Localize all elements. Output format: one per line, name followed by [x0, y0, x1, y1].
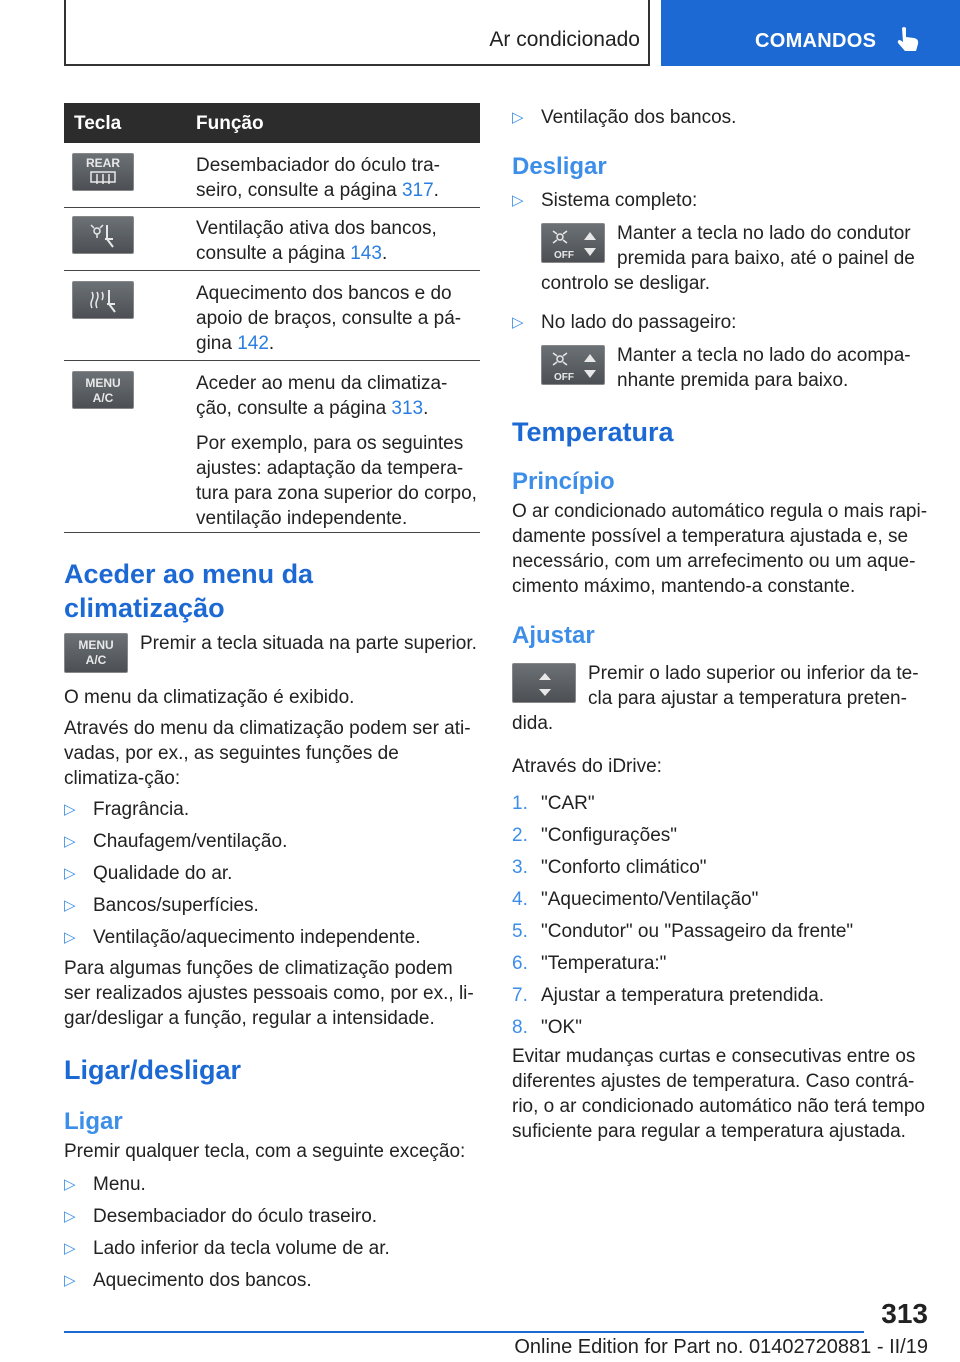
bullet-icon: ▷ — [512, 109, 524, 126]
list-item — [512, 823, 932, 848]
row-text: Aquecimento dos bancos e do apoio de braços, consulte a pá-gina — [196, 283, 462, 354]
fan-off-icon — [542, 346, 606, 386]
step-text: "Aquecimento/Ventilação" — [541, 889, 759, 910]
list-item — [512, 887, 932, 912]
menu-shown-text: O menu da climatização é exibido. — [64, 687, 355, 708]
step-text: "Configurações" — [541, 825, 678, 846]
list-item — [64, 925, 480, 950]
table-row — [64, 208, 480, 271]
row-extra-text: Por exemplo, para os seguintes ajustes: adaptação da tempera-tura para zona superior do corpo, ventilação independente. — [196, 433, 477, 529]
step-number: 4. — [512, 889, 528, 910]
step-number: 6. — [512, 953, 528, 974]
menu-section-title: Aceder ao menu da climatização — [64, 559, 314, 623]
final-text: Evitar mudanças curtas e consecutivas entre os diferentes ajustes de temperatura. Caso contrá-rio, o ar condicionado automático não terá tempo suficiente para regular a temperatura ajustada. — [512, 1046, 925, 1142]
idrive-intro: Através do iDrive: — [512, 756, 662, 777]
list-item-text: Sistema completo: — [541, 190, 698, 211]
chapter-tab[interactable] — [661, 0, 960, 66]
list-item-text: Fragrância. — [93, 799, 190, 820]
row-description — [196, 143, 480, 203]
on-subtitle: Ligar — [64, 1108, 123, 1135]
list-item — [512, 855, 932, 880]
list-item — [64, 893, 480, 918]
bullet-icon: ▷ — [512, 192, 524, 209]
list-item — [512, 983, 932, 1008]
rear-defrost-key — [72, 153, 134, 191]
list-item — [64, 1204, 480, 1229]
bullet-icon: ▷ — [64, 833, 76, 850]
step-text: "Conforto climático" — [541, 857, 707, 878]
row-text: Desembaciador do óculo tra-seiro, consulte a página — [196, 155, 440, 201]
bullet-icon: ▷ — [64, 929, 76, 946]
adjust-text: Premir o lado superior ou inferior da te-cla para ajustar a temperatura preten-dida. — [512, 663, 919, 734]
list-item — [64, 861, 480, 886]
menu-intro-text: Através do menu da climatização podem ser ati-vadas, por ex., as seguintes funções de climatiza-ção: — [64, 718, 471, 789]
menu-ac-icon: MENU A/C — [85, 376, 121, 405]
list-item — [512, 105, 932, 130]
menu-key-line2: A/C — [85, 653, 107, 667]
table-row — [64, 271, 480, 361]
bullet-icon: ▷ — [64, 897, 76, 914]
principle-text: O ar condicionado automático regula o mais rapi-damente possível a temperatura ajustada e, se necessário, com um arrefecimento ou um aque-cimento máximo, mantendo-a constante. — [512, 501, 928, 597]
row-suffix: . — [433, 180, 439, 201]
row-suffix: . — [423, 398, 429, 419]
key-label: REAR — [85, 156, 120, 170]
temperature-key — [512, 663, 576, 703]
page-link[interactable]: 313 — [391, 398, 424, 419]
list-item — [512, 951, 932, 976]
seat-ventilation-key — [72, 216, 134, 254]
page-link[interactable]: 143 — [350, 243, 382, 264]
left-column — [64, 103, 480, 1293]
off-pass-text: Manter a tecla no lado do acompa-nhante premida para baixo. — [617, 345, 911, 391]
list-item — [512, 1015, 932, 1040]
chapter-label: COMANDOS — [755, 30, 877, 52]
menu-key-line1: MENU — [78, 638, 114, 652]
up-down-arrow-icon — [513, 664, 577, 704]
menu-ac-key — [72, 371, 134, 409]
col-key-header: Tecla — [74, 113, 122, 134]
adjust-subtitle: Ajustar — [512, 622, 595, 649]
bullet-icon: ▷ — [64, 1240, 76, 1257]
right-column — [512, 100, 932, 1144]
bullet-icon: ▷ — [512, 314, 524, 331]
step-text: "OK" — [541, 1017, 582, 1038]
list-item-text: Ventilação dos bancos. — [541, 107, 737, 128]
idrive-steps — [512, 791, 932, 1040]
list-item-text: Bancos/superfícies. — [93, 895, 259, 916]
fan-off-icon — [542, 224, 606, 264]
bullet-icon: ▷ — [64, 801, 76, 818]
col-function-header: Função — [196, 113, 264, 134]
page-link[interactable]: 142 — [237, 333, 269, 354]
bullet-icon: ▷ — [64, 1272, 76, 1289]
list-item-text: Chaufagem/ventilação. — [93, 831, 288, 852]
table-header — [64, 103, 480, 143]
list-item-text: Menu. — [93, 1174, 146, 1195]
page-link[interactable]: 317 — [401, 180, 434, 201]
edition-text: Online Edition for Part no. 01402720881 - II/19 — [514, 1336, 928, 1358]
list-item-text: Qualidade do ar. — [93, 863, 233, 884]
step-text: "Condutor" ou "Passageiro da frente" — [541, 921, 854, 942]
rear-defrost-icon — [88, 170, 118, 186]
step-number: 3. — [512, 857, 528, 878]
step-text: Ajustar a temperatura pretendida. — [541, 985, 825, 1006]
list-item — [512, 919, 932, 944]
menu-outro-text: Para algumas funções de climatização podem ser realizados ajustes pessoais como, por ex., li-gar/desligar a função, regular a intensidade. — [64, 958, 474, 1029]
off-full-text: Manter a tecla no lado do condutor premida para baixo, até o painel de controlo se desligar. — [541, 223, 915, 294]
step-number: 2. — [512, 825, 528, 846]
list-item — [64, 1268, 480, 1293]
principle-subtitle: Princípio — [512, 468, 615, 495]
step-number: 8. — [512, 1017, 528, 1038]
seat-heating-key — [72, 281, 134, 319]
off-full-block — [512, 221, 932, 296]
list-item-text: Desembaciador do óculo traseiro. — [93, 1206, 378, 1227]
list-item — [512, 310, 932, 335]
press-text: Premir a tecla situada na parte superior. — [140, 633, 477, 654]
off-key-label: OFF — [554, 250, 574, 261]
on-intro-text: Premir qualquer tecla, com a seguinte exceção: — [64, 1141, 466, 1162]
list-item-text: No lado do passageiro: — [541, 312, 737, 333]
step-number: 1. — [512, 793, 528, 814]
bullet-icon: ▷ — [64, 1208, 76, 1225]
bullet-icon: ▷ — [64, 865, 76, 882]
menu-press-line — [64, 631, 480, 681]
row-description — [196, 208, 480, 266]
fan-off-key — [541, 223, 605, 263]
list-item — [64, 797, 480, 822]
off-subtitle: Desligar — [512, 153, 607, 180]
footer-divider — [64, 1331, 864, 1333]
row-description — [196, 361, 480, 531]
on-exception-list — [64, 1172, 480, 1293]
row-text: Aceder ao menu da climatiza-ção, consulte a página — [196, 373, 448, 419]
step-number: 7. — [512, 985, 528, 1006]
list-item-text: Aquecimento dos bancos. — [93, 1270, 312, 1291]
list-item — [64, 829, 480, 854]
row-suffix: . — [381, 243, 388, 264]
off-key-label: OFF — [554, 372, 574, 383]
row-suffix: . — [268, 333, 275, 354]
step-text: "CAR" — [541, 793, 595, 814]
off-pass-block — [512, 343, 932, 395]
table-row — [64, 361, 480, 533]
list-item-text: Ventilação/aquecimento independente. — [93, 927, 421, 948]
list-item — [512, 188, 932, 213]
seat-heating-icon — [83, 284, 123, 318]
adjust-block — [512, 661, 932, 736]
fan-off-key — [541, 345, 605, 385]
temp-section-title: Temperatura — [512, 417, 674, 447]
pointing-hand-icon — [895, 26, 921, 54]
section-title: Ar condicionado — [489, 28, 640, 51]
row-text: Ventilação ativa dos bancos, consulte a página — [196, 218, 437, 264]
seat-ventilation-icon — [83, 219, 123, 253]
list-item — [64, 1172, 480, 1197]
list-item-text: Lado inferior da tecla volume de ar. — [93, 1238, 390, 1259]
bullet-icon: ▷ — [64, 1176, 76, 1193]
page-number: 313 — [881, 1298, 928, 1329]
menu-ac-key — [64, 633, 128, 673]
menu-function-list — [64, 797, 480, 950]
step-text: "Temperatura:" — [541, 953, 667, 974]
step-number: 5. — [512, 921, 528, 942]
table-row — [64, 143, 480, 208]
list-item — [64, 1236, 480, 1261]
row-description — [196, 271, 480, 356]
onoff-section-title: Ligar/desligar — [64, 1055, 242, 1085]
list-item — [512, 791, 932, 816]
